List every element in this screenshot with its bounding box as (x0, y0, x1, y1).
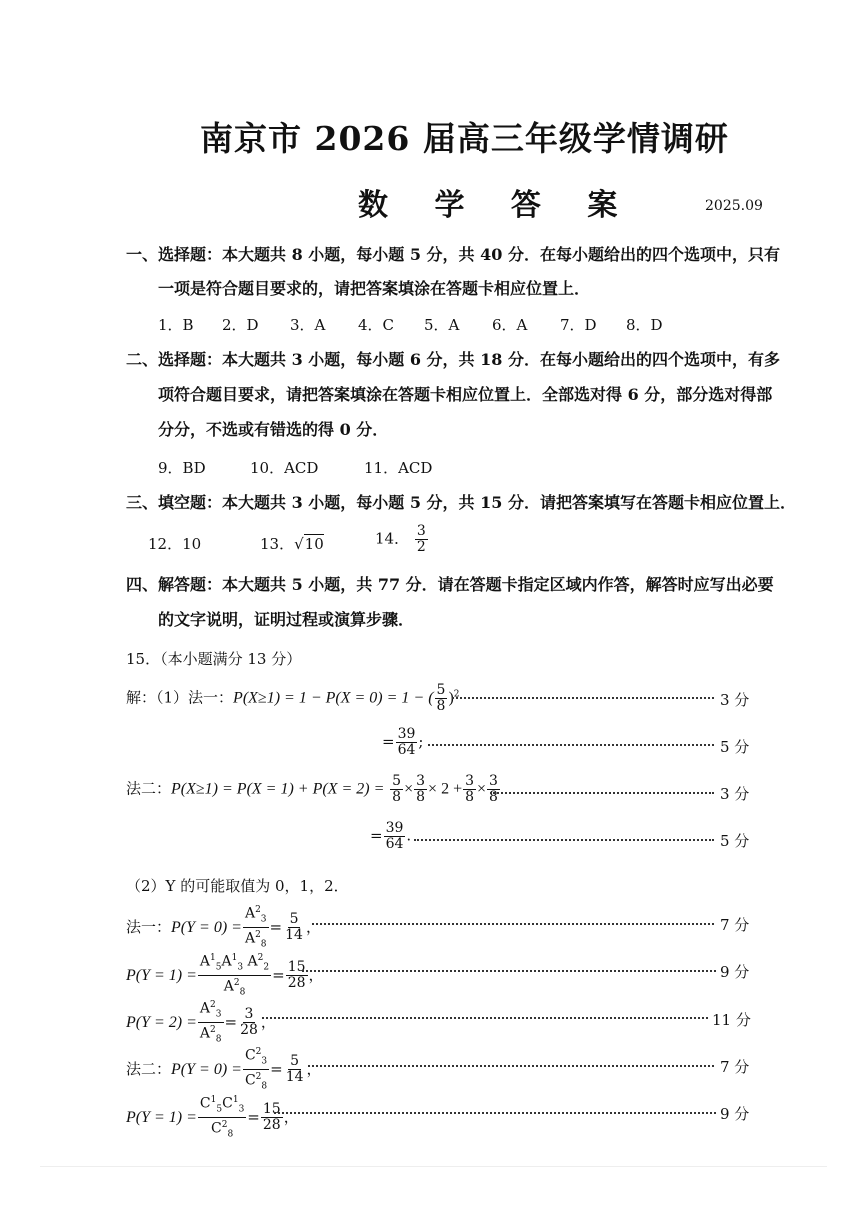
fraction-numerator: 3 (416, 523, 426, 539)
fraction-denominator: $C^2_8$ (244, 1072, 268, 1092)
fraction-denominator: 28 (240, 1022, 258, 1039)
fraction-denominator: 64 (385, 836, 404, 852)
answer-13 (260, 533, 324, 554)
fraction-denominator: 14 (285, 927, 303, 944)
footer-divider (40, 1166, 827, 1167)
value-fraction (261, 1102, 283, 1133)
fraction-denominator: 2 (416, 539, 426, 555)
fraction-numerator: 5 (392, 773, 402, 789)
section-4-line-2: 的文字说明，证明过程或演算步骤． (158, 610, 415, 629)
page-subtitle: 数 学 答 案 (358, 188, 636, 223)
section-3-line-1: 三、填空题：本大题共 3 小题，每小题 5 分，共 15 分．请把答案填写在答题卡相应位置上． (126, 493, 796, 512)
fraction-numerator: 15 (262, 1101, 281, 1118)
fraction-denominator: 14 (285, 1069, 304, 1086)
p-y1-expression: P(Y = 1) = (126, 966, 197, 984)
dot-leader (452, 697, 714, 699)
answer-12: 12．10 (148, 535, 202, 553)
score-3: 3 分 (720, 785, 750, 803)
fraction-denominator: $C^2_8$ (211, 1120, 234, 1140)
dot-leader (312, 923, 714, 925)
answer-13-value: 10 (304, 535, 324, 553)
p-y0-method-1 (126, 903, 321, 953)
fraction-denominator: $A^2_8$ (223, 978, 246, 998)
fraction-numerator: 3 (244, 1006, 254, 1023)
p-y1-method-2 (126, 1093, 299, 1143)
answer-6: 6．A (492, 316, 528, 334)
method-2-expression: P(X≥1) = P(X = 1) + P(X = 2) = (171, 780, 385, 798)
part-1-expression: P(X≥1) = 1 − P(X = 0) = 1 − ( (233, 689, 434, 707)
value-fraction (238, 1007, 260, 1038)
part-1-fraction (435, 683, 448, 714)
dot-leader (414, 839, 714, 841)
answer-2: 2．D (222, 316, 259, 334)
result-2-fraction (384, 821, 406, 852)
section-2-line-3: 分分，不选或有错选的得 0 分． (158, 420, 389, 439)
comma: ， (305, 917, 321, 936)
result-2 (370, 821, 411, 852)
fraction-numerator: 15 (287, 959, 306, 976)
fraction-denominator: 8 (436, 698, 446, 714)
fraction (390, 774, 403, 805)
fraction-denominator: 8 (416, 789, 426, 805)
fraction-numerator: $A^2_3$ (198, 998, 224, 1023)
arrangement-fraction (198, 998, 224, 1048)
fraction-numerator: 3 (489, 773, 498, 789)
equals-sign: = (382, 732, 395, 751)
answer-3: 3．A (290, 316, 326, 334)
p-y0-method-2 (126, 1045, 322, 1095)
answer-14 (375, 524, 429, 555)
score-3: 3 分 (720, 691, 750, 709)
score-5: 5 分 (720, 832, 750, 850)
value-fraction (286, 960, 308, 991)
part-1-method-2 (126, 774, 501, 805)
fraction-denominator: 8 (465, 789, 475, 805)
fraction-numerator: 5 (436, 682, 446, 698)
dot-leader (262, 1017, 708, 1019)
fraction (463, 774, 476, 805)
method-1-prefix: 法一： (126, 917, 172, 936)
document-date: 2025.09 (705, 198, 763, 214)
dot-leader (428, 744, 714, 746)
fraction-numerator: $A^1_5A^1_3$ $A^2_2$ (198, 951, 271, 976)
combination-fraction (243, 1045, 269, 1095)
answer-1: 1．B (158, 316, 194, 334)
fraction-numerator: 3 (465, 773, 475, 789)
value-fraction (284, 1054, 306, 1085)
fraction-denominator: $A^2_8$ (244, 930, 267, 950)
dot-leader (308, 1065, 714, 1067)
fraction-numerator: 5 (290, 1053, 300, 1070)
times-two: × 2 + (428, 780, 463, 798)
answer-11: 11．ACD (364, 459, 433, 477)
fraction-denominator: 8 (489, 789, 498, 805)
equals-sign: = (272, 965, 285, 984)
page-title: 南京市 2026 届高三年级学情调研 (200, 119, 729, 158)
part-1-prefix: 解：（1）法一： (126, 688, 234, 707)
fraction-numerator: $A^2_3$ (243, 903, 269, 928)
sqrt-icon: √ (294, 535, 304, 553)
fraction-denominator: 28 (287, 975, 306, 992)
method-2-prefix: 法二： (126, 1059, 172, 1078)
times-sign: × (404, 780, 414, 798)
semicolon: ; (418, 732, 424, 751)
section-1-line-1: 一、选择题：本大题共 8 小题，每小题 5 分，共 40 分．在每小题给出的四个选项中，只有 (126, 245, 780, 264)
fraction-numerator: $C^2_3$ (243, 1045, 269, 1070)
answer-14-fraction (415, 524, 428, 555)
period: . (406, 826, 412, 845)
equals-sign: = (247, 1107, 260, 1126)
section-4-line-1: 四、解答题：本大题共 5 小题，共 77 分．请在答题卡指定区域内作答，解答时应写出必要 (126, 575, 774, 594)
fraction-denominator: 64 (397, 742, 416, 758)
section-1-line-2: 一项是符合题目要求的，请把答案填涂在答题卡相应位置上． (158, 279, 591, 298)
score-7: 7 分 (720, 916, 750, 934)
fraction-numerator: 3 (416, 773, 426, 789)
answer-9: 9．BD (158, 459, 206, 477)
answer-14-label: 14． (375, 529, 410, 548)
p-y0-expression: P(Y = 0) = (171, 918, 242, 936)
fraction (487, 774, 500, 805)
combination-fraction (198, 1093, 246, 1143)
answer-5: 5．A (424, 316, 460, 334)
method-2-prefix: 法二： (126, 779, 172, 798)
fraction-denominator: $A^2_8$ (199, 1025, 222, 1045)
fraction-numerator: 5 (289, 911, 299, 928)
fraction (414, 774, 427, 805)
dot-leader (490, 792, 714, 794)
score-5: 5 分 (720, 738, 750, 756)
result-1 (382, 727, 423, 758)
dot-leader (302, 970, 716, 972)
p-y1-expression: P(Y = 1) = (126, 1108, 197, 1126)
answer-7: 7．D (560, 316, 597, 334)
answer-4: 4．C (358, 316, 395, 334)
section-2-line-1: 二、选择题：本大题共 3 小题，每小题 6 分，共 18 分．在每小题给出的四个选项中，有多 (126, 350, 780, 369)
score-11: 11 分 (712, 1011, 751, 1029)
answer-10: 10．ACD (250, 459, 319, 477)
p-y0-expression: P(Y = 0) = (171, 1060, 242, 1078)
part-1-method-1 (126, 683, 460, 714)
comma: ， (260, 1012, 276, 1031)
fraction-denominator: 28 (262, 1117, 281, 1134)
part-1-exponent: 2 (453, 689, 460, 700)
p-y2-expression: P(Y = 2) = (126, 1013, 197, 1031)
times-sign: × (477, 780, 487, 798)
fraction-numerator: 39 (385, 820, 404, 836)
p-y2-method-1 (126, 998, 276, 1048)
comma: ， (308, 965, 324, 984)
comma: ， (283, 1107, 299, 1126)
part-2-text: （2）Y 的可能取值为 0，1，2． (126, 877, 349, 895)
equals-sign: = (270, 1059, 283, 1078)
value-fraction (283, 912, 305, 943)
question-15-heading: 15．（本小题满分 13 分） (126, 650, 302, 668)
close-paren: ) (448, 689, 454, 707)
arrangement-fraction (243, 903, 269, 953)
score-7: 7 分 (720, 1058, 750, 1076)
p-y1-method-1 (126, 951, 324, 1001)
score-9: 9 分 (720, 963, 750, 981)
fraction-numerator: 39 (397, 726, 416, 742)
equals-sign: = (224, 1012, 238, 1031)
equals-sign: = (370, 826, 383, 845)
comma: ， (306, 1059, 322, 1078)
section-2-line-2: 项符合题目要求，请把答案填涂在答题卡相应位置上．全部选对得 6 分，部分选对得部 (158, 385, 773, 404)
answer-8: 8．D (626, 316, 663, 334)
fraction-denominator: 8 (392, 789, 402, 805)
answer-13-label: 13． (260, 535, 295, 553)
dot-leader (274, 1112, 716, 1114)
arrangement-fraction (198, 951, 271, 1001)
equals-sign: = (269, 917, 283, 936)
score-9: 9 分 (720, 1105, 750, 1123)
result-1-fraction (396, 727, 418, 758)
fraction-numerator: $C^1_5C^1_3$ (198, 1093, 246, 1118)
